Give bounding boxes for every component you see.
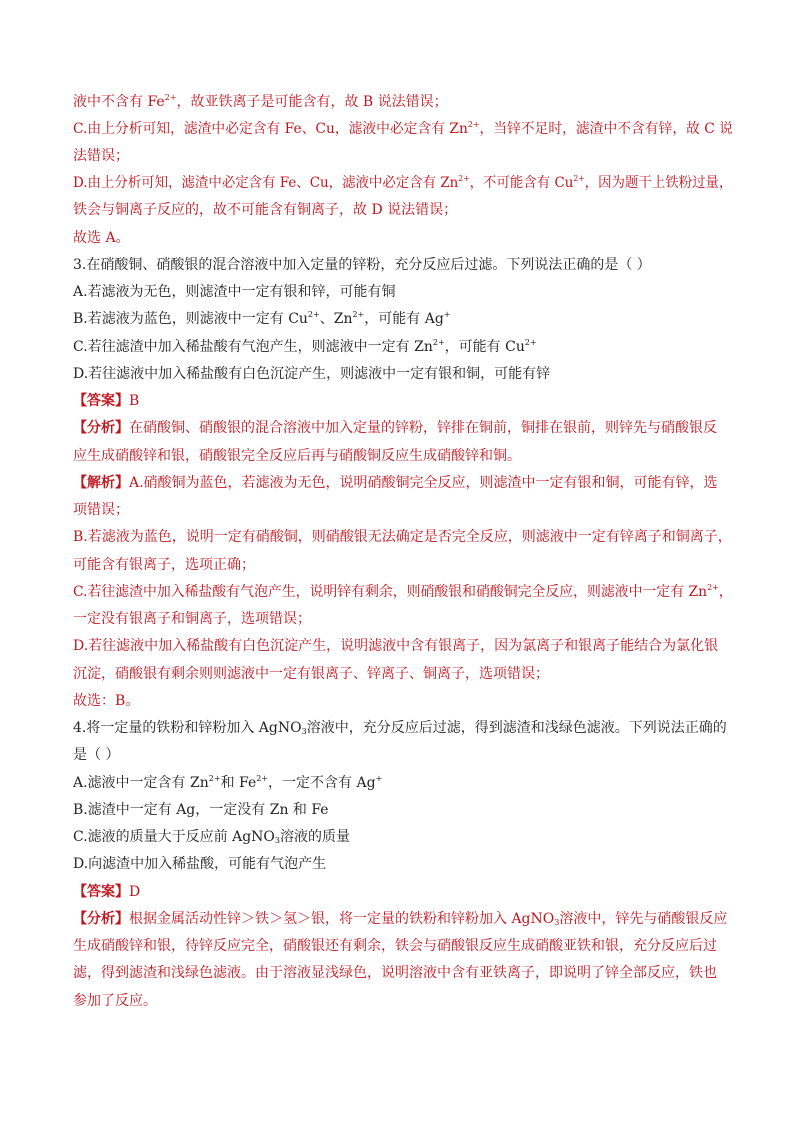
- analysis-tag: 【分析】: [73, 420, 129, 436]
- analysis-tag: 【分析】: [73, 911, 129, 927]
- solution-tag: 【解析】: [73, 475, 129, 491]
- text-line: 沉淀，硝酸银有剩余则则滤液中一定有银离子、锌离子、铜离子，选项错误；: [73, 666, 549, 682]
- text-line: 参加了反应。: [73, 993, 157, 1009]
- text-line: 滤，得到滤渣和浅绿色滤液。由于溶液显浅绿色，说明溶液中含有亚铁离子，即说明了锌全部反应，铁也: [73, 965, 717, 981]
- text-line: 可能含有银离子，选项正确；: [73, 557, 255, 573]
- text-line: D.由上分析可知，滤渣中必定含有 Fe、Cu，滤液中必定含有 $Zn^{2+}$，不可能含有 $Cu^{2+}$，因为题干上铁粉过量，: [73, 174, 733, 191]
- solution-line: 【解析】A.硝酸铜为蓝色，若滤液为无色，说明硝酸铜完全反应，则滤渣中一定有银和铜，可能有锌，选: [73, 475, 718, 491]
- option-c: C.滤液的质量大于反应前 AgNO$_3$溶液的质量: [73, 829, 351, 845]
- text-line: 生成硝酸锌和银，待锌反应完全，硝酸银还有剩余，铁会与硝酸银反应生成硝酸亚铁和银，充分反应后过: [73, 938, 717, 954]
- option-d: D.若往滤液中加入稀盐酸有白色沉淀产生，则滤液中一定有银和铜，可能有锌: [73, 366, 551, 382]
- answer-line: 【答案】D: [73, 884, 141, 900]
- question-stem: 4.将一定量的铁粉和锌粉加入 AgNO$_3$溶液中，充分反应后过滤，得到滤渣和浅绿色滤液。下列说法正确的: [73, 720, 727, 736]
- text-line: 是（ ）: [73, 747, 120, 763]
- answer-line: 【答案】B: [73, 393, 140, 409]
- text-line: 法错误；: [73, 148, 129, 164]
- text-line: C.若往滤渣中加入稀盐酸有气泡产生，说明锌有剩余，则硝酸银和硝酸铜完全反应，则滤液中一定有 $Zn^{2+}$，: [73, 583, 733, 600]
- option-a: A.滤液中一定含有 $Zn^{2+}$和 $Fe^{2+}$，一定不含有 Ag+: [73, 774, 383, 791]
- text-line: 应生成硝酸锌和银，硝酸银完全反应后再与硝酸铜反应生成硝酸锌和铜。: [73, 448, 521, 464]
- text-line: 项错误；: [73, 502, 129, 518]
- analysis-line: 【分析】根据金属活动性锌＞铁＞氢＞银，将一定量的铁粉和锌粉加入 AgNO$_3$溶液中，锌先与硝酸银反应: [73, 911, 728, 927]
- text-line: 一定没有银离子和铜离子，选项错误；: [73, 611, 311, 627]
- question-stem: 3.在硝酸铜、硝酸银的混合溶液中加入定量的锌粉，充分反应后过滤。下列说法正确的是（ ）: [73, 257, 651, 273]
- option-c: C.若往滤渣中加入稀盐酸有气泡产生，则滤液中一定有 $Zn^{2+}$，可能有 $Cu^{2+}$: [73, 338, 537, 355]
- answer-tag: 【答案】: [73, 884, 129, 900]
- answer-tag: 【答案】: [73, 393, 129, 409]
- text-line: B.若滤液为蓝色，说明一定有硝酸铜，则硝酸银无法确定是否完全反应，则滤液中一定有锌离子和铜离子，: [73, 529, 732, 545]
- option-a: A.若滤液为无色，则滤渣中一定有银和锌，可能有铜: [73, 284, 396, 300]
- text-line: D.若往滤液中加入稀盐酸有白色沉淀产生，说明滤液中含有银离子，因为氯离子和银离子能结合为氯化银: [73, 638, 719, 654]
- text-line: C.由上分析可知，滤渣中必定含有 Fe、Cu，滤液中必定含有 $Zn^{2+}$，当锌不足时，滤渣中不含有锌，故 C 说: [73, 120, 733, 137]
- analysis-line: 【分析】在硝酸铜、硝酸银的混合溶液中加入定量的锌粉，锌排在铜前，铜排在银前，则锌先与硝酸银反: [73, 420, 717, 436]
- text-line: 故选：B。: [73, 693, 140, 709]
- text-line: 故选 A。: [73, 230, 130, 246]
- text-line: 铁会与铜离子反应的，故不可能含有铜离子，故 D 说法错误；: [73, 202, 458, 218]
- option-b: B.滤渣中一定有 Ag，一定没有 Zn 和 Fe: [73, 802, 329, 818]
- option-d: D.向滤渣中加入稀盐酸，可能有气泡产生: [73, 856, 327, 872]
- text-line: 液中不含有 $Fe^{2+}$，故亚铁离子是可能含有，故 B 说法错误；: [73, 93, 448, 110]
- option-b: B.若滤液为蓝色，则滤液中一定有 $Cu^{2+}$、$Zn^{2+}$，可能有 Ag+: [73, 310, 451, 327]
